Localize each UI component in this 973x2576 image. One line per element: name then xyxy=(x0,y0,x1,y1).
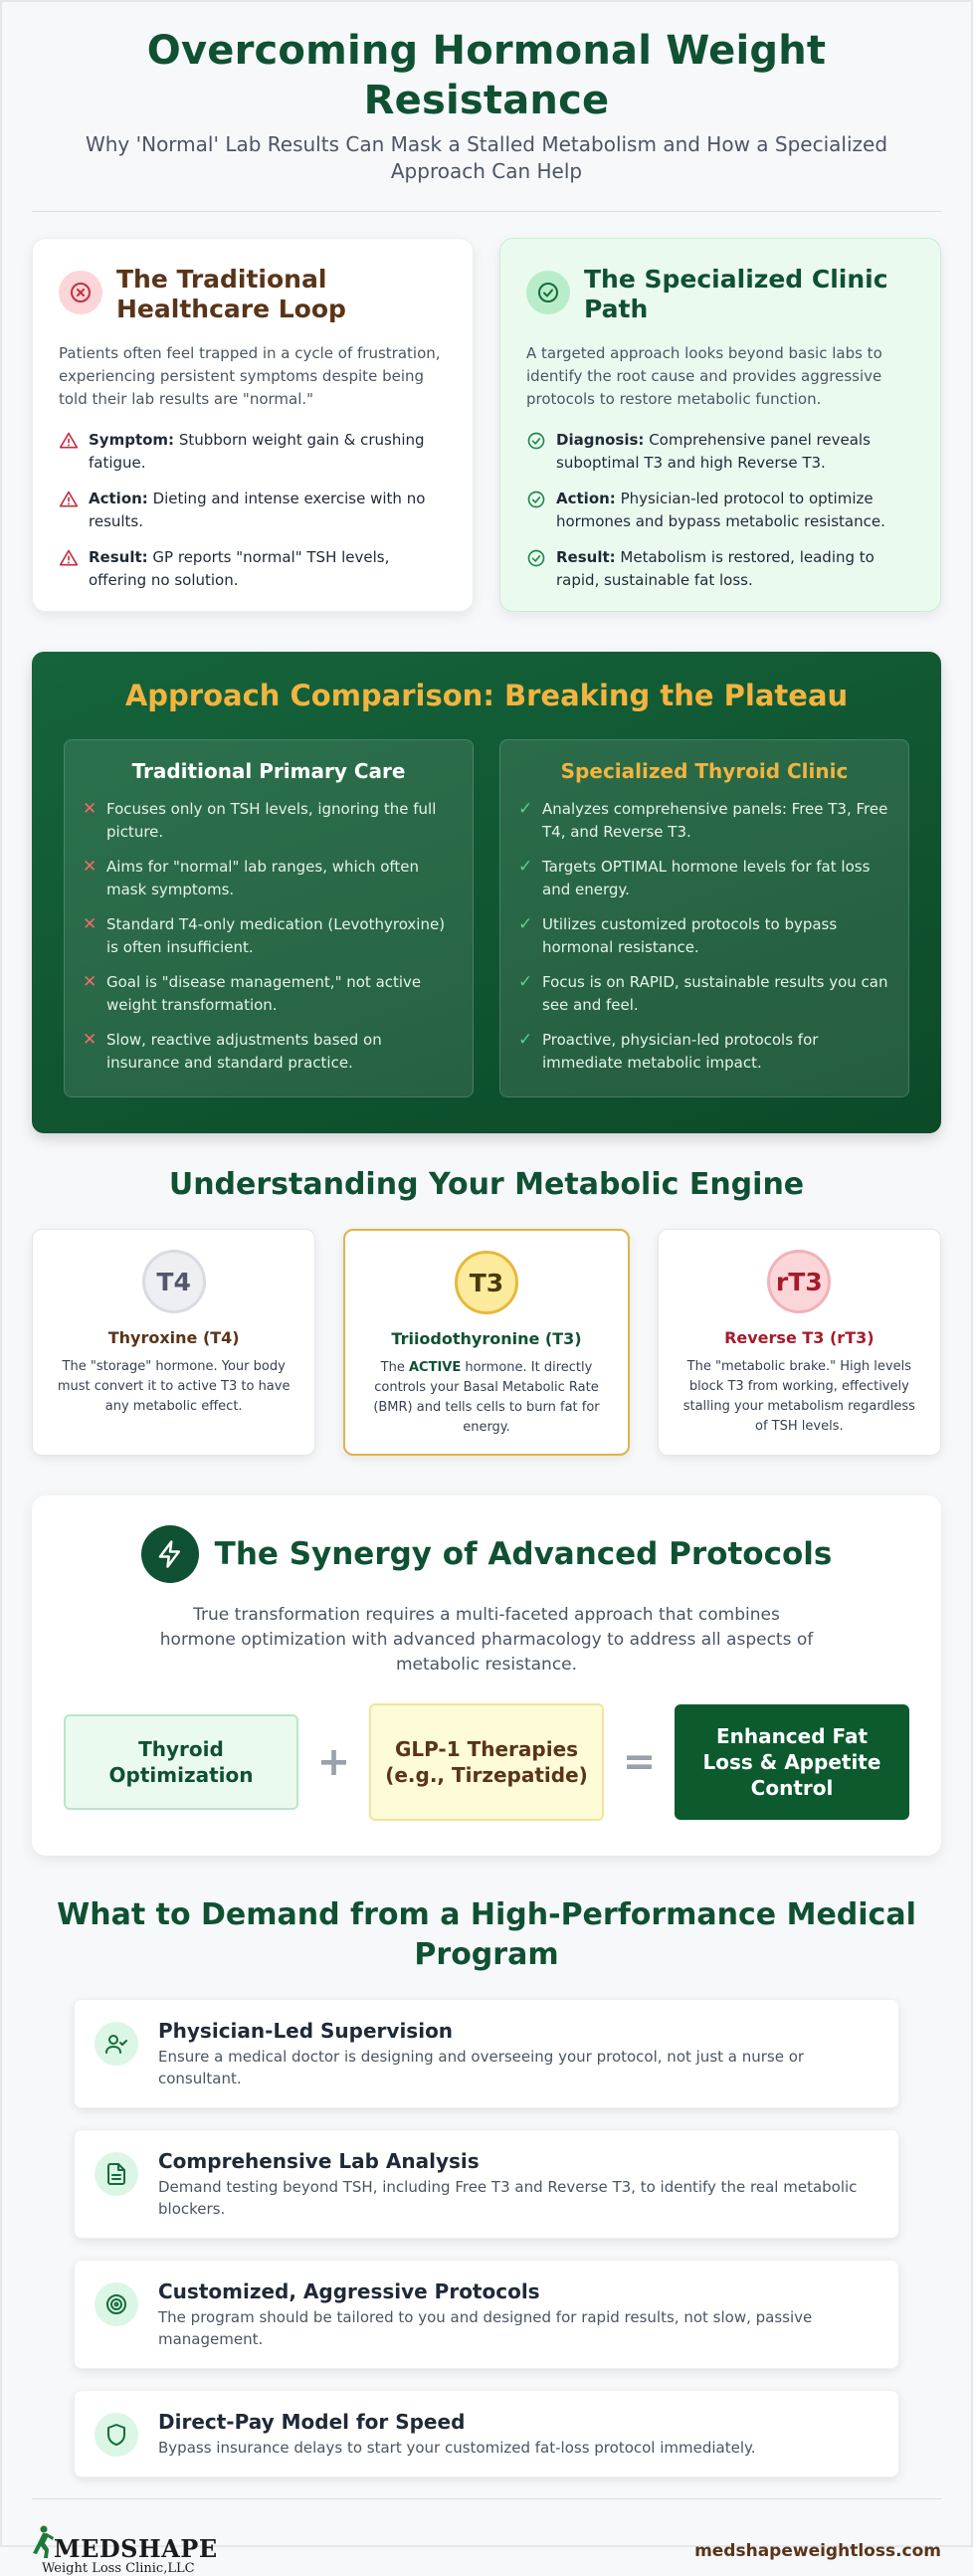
demand-item xyxy=(74,2390,899,2477)
x-mark-icon: ✕ xyxy=(83,914,97,934)
document-icon xyxy=(95,2152,138,2196)
specialized-thyroid-clinic-column xyxy=(499,739,909,1097)
rt3-card xyxy=(658,1229,941,1456)
lightning-icon xyxy=(141,1525,199,1583)
x-mark-icon: ✕ xyxy=(83,799,97,819)
equals-sign: = xyxy=(622,1739,657,1785)
glp1-therapies-box: GLP-1 Therapies (e.g., Tirzepatide) xyxy=(369,1703,604,1821)
list-item: ✕ Standard T4-only medication (Levothyroxine) is often insufficient. xyxy=(83,913,455,959)
list-item xyxy=(59,546,447,592)
item-text: Physician-led protocol to optimize hormones and bypass metabolic resistance. xyxy=(556,490,885,530)
divider xyxy=(32,211,941,212)
hormone-description: The "storage" hormone. Your body must convert it to active T3 to have any metabolic effect. xyxy=(57,1359,291,1414)
traditional-list xyxy=(59,429,447,592)
target-icon xyxy=(95,2282,138,2326)
demand-item-desc: Bypass insurance delays to start your customized fat-loss protocol immediately. xyxy=(158,2439,756,2457)
list-item: ✓ Utilizes customized protocols to bypass hormonal resistance. xyxy=(518,913,890,959)
list-item: ✓ Targets OPTIMAL hormone levels for fat loss and energy. xyxy=(518,856,890,901)
logo-subtitle: Weight Loss Clinic,LLC xyxy=(42,2561,195,2576)
check-circle-icon xyxy=(526,548,546,568)
list-item xyxy=(526,429,914,475)
demand-list xyxy=(74,1999,899,2477)
runner-icon xyxy=(32,2525,54,2563)
item-text: Comprehensive panel reveals suboptimal T3 and high Reverse T3. xyxy=(556,431,871,472)
warning-icon xyxy=(59,431,79,451)
traditional-card-title: The Traditional Healthcare Loop xyxy=(116,265,346,323)
check-circle-icon xyxy=(526,490,546,509)
synergy-text: True transformation requires a multi-faceted approach that combines hormone optimization with advanced pharmacology to address all aspects of metabolic resistance. xyxy=(159,1605,814,1675)
check-mark-icon: ✓ xyxy=(518,972,533,992)
traditional-card-intro: Patients often feel trapped in a cycle of frustration, experiencing persistent symptoms despite being told their lab results are "normal." xyxy=(59,344,441,408)
specialized-card-intro: A targeted approach looks beyond basic labs to identify the root cause and provides aggressive protocols to restore metabolic function. xyxy=(526,344,882,408)
list-item xyxy=(59,429,447,475)
specialized-card xyxy=(499,238,941,612)
result-box: Enhanced Fat Loss & Appetite Control xyxy=(675,1704,909,1820)
t3-badge: T3 xyxy=(455,1251,518,1314)
specialized-card-title: The Specialized Clinic Path xyxy=(584,265,888,323)
page-title: Overcoming Hormonal Weight Resistance xyxy=(146,28,827,123)
check-mark-icon: ✓ xyxy=(518,799,533,819)
demand-item xyxy=(74,1999,899,2108)
list-item: ✕ Focuses only on TSH levels, ignoring the full picture. xyxy=(83,798,455,844)
list-item xyxy=(59,488,447,533)
t4-card xyxy=(32,1229,315,1456)
item-label: Symptom: xyxy=(89,431,175,449)
item-text: Dieting and intense exercise with no results. xyxy=(89,490,426,530)
x-circle-icon xyxy=(59,271,102,314)
list-item: ✕ Goal is "disease management," not active weight transformation. xyxy=(83,971,455,1017)
item-text: Metabolism is restored, leading to rapid, sustainable fat loss. xyxy=(556,548,875,589)
synergy-section xyxy=(32,1495,941,1856)
user-check-icon xyxy=(95,2022,138,2066)
approach-comparison xyxy=(32,652,941,1133)
hormone-name: Thyroxine (T4) xyxy=(107,1328,240,1347)
item-label: Result: xyxy=(556,548,616,566)
list-item: ✕ Aims for "normal" lab ranges, which often mask symptoms. xyxy=(83,856,455,901)
warning-icon xyxy=(59,490,79,509)
header xyxy=(32,2,941,185)
website-link[interactable]: medshapeweightloss.com xyxy=(694,2540,941,2561)
specialized-list xyxy=(526,429,914,592)
x-mark-icon: ✕ xyxy=(83,857,97,877)
plus-sign: + xyxy=(316,1739,351,1785)
demand-item-desc: Demand testing beyond TSH, including Free T3 and Reverse T3, to identify the real metabolic blockers. xyxy=(158,2178,858,2218)
check-mark-icon: ✓ xyxy=(518,914,533,934)
item-text: Stubborn weight gain & crushing fatigue. xyxy=(89,431,425,472)
rt3-badge: rT3 xyxy=(767,1250,831,1313)
demand-item-desc: The program should be tailored to you and designed for rapid results, not slow, passive management. xyxy=(158,2308,813,2348)
x-mark-icon: ✕ xyxy=(83,1030,97,1050)
demand-item xyxy=(74,2129,899,2239)
shield-icon xyxy=(95,2413,138,2457)
x-mark-icon: ✕ xyxy=(83,972,97,992)
column-title: Traditional Primary Care xyxy=(131,759,406,783)
page-subtitle: Why 'Normal' Lab Results Can Mask a Stalled Metabolism and How a Specialized Approach Can Help xyxy=(85,132,888,183)
list-item: ✓ Analyzes comprehensive panels: Free T3, Free T4, and Reverse T3. xyxy=(518,798,890,844)
hormone-description: The "metabolic brake." High levels block T3 from working, effectively stalling your metabolism regardless of TSH levels. xyxy=(682,1359,915,1434)
medshape-logo xyxy=(32,2525,218,2576)
demand-item-title: Physician-Led Supervision xyxy=(158,2019,454,2043)
demand-item-title: Direct-Pay Model for Speed xyxy=(158,2410,466,2434)
comparison-cards xyxy=(32,238,941,612)
demand-item-title: Comprehensive Lab Analysis xyxy=(158,2149,480,2173)
list-item: ✓ Proactive, physician-led protocols for immediate metabolic impact. xyxy=(518,1029,890,1075)
t3-card xyxy=(343,1229,629,1456)
hormone-name: Triiodothyronine (T3) xyxy=(391,1329,582,1348)
hormone-name: Reverse T3 (rT3) xyxy=(724,1328,875,1347)
check-circle-icon xyxy=(526,271,570,314)
list-item: ✓ Focus is on RAPID, sustainable results you can see and feel. xyxy=(518,971,890,1017)
item-label: Diagnosis: xyxy=(556,431,645,449)
list-item: ✕ Slow, reactive adjustments based on insurance and standard practice. xyxy=(83,1029,455,1075)
item-label: Action: xyxy=(556,490,616,507)
list-item xyxy=(526,546,914,592)
t4-badge: T4 xyxy=(142,1250,206,1313)
thyroid-optimization-box: Thyroid Optimization xyxy=(64,1714,298,1810)
comparison-title: Approach Comparison: Breaking the Plateau xyxy=(124,679,849,712)
demand-title: What to Demand from a High-Performance Medical Program xyxy=(57,1897,916,1972)
check-mark-icon: ✓ xyxy=(518,857,533,877)
synergy-title: The Synergy of Advanced Protocols xyxy=(214,1536,833,1572)
footer xyxy=(32,2525,941,2576)
list-item xyxy=(526,488,914,533)
synergy-equation xyxy=(64,1703,909,1821)
traditional-primary-care-column xyxy=(64,739,474,1097)
item-text: GP reports "normal" TSH levels, offering no solution. xyxy=(89,548,390,589)
logo-text: MEDSHAPE xyxy=(54,2534,218,2563)
demand-item xyxy=(74,2260,899,2369)
check-mark-icon: ✓ xyxy=(518,1030,533,1050)
hormone-description: The ACTIVE hormone. It directly controls your Basal Metabolic Rate (BMR) and tells cells to burn fat for energy. xyxy=(373,1360,600,1435)
item-label: Action: xyxy=(89,490,148,507)
traditional-card xyxy=(32,238,474,612)
metabolic-engine-title: Understanding Your Metabolic Engine xyxy=(168,1167,805,1202)
column-title: Specialized Thyroid Clinic xyxy=(560,759,849,783)
metabolic-engine xyxy=(32,1229,941,1456)
demand-item-title: Customized, Aggressive Protocols xyxy=(158,2279,540,2303)
warning-icon xyxy=(59,548,79,568)
item-label: Result: xyxy=(89,548,148,566)
demand-item-desc: Ensure a medical doctor is designing and overseeing your protocol, not just a nurse or consultant. xyxy=(158,2048,805,2087)
footer-divider xyxy=(32,2498,941,2499)
check-circle-icon xyxy=(526,431,546,451)
